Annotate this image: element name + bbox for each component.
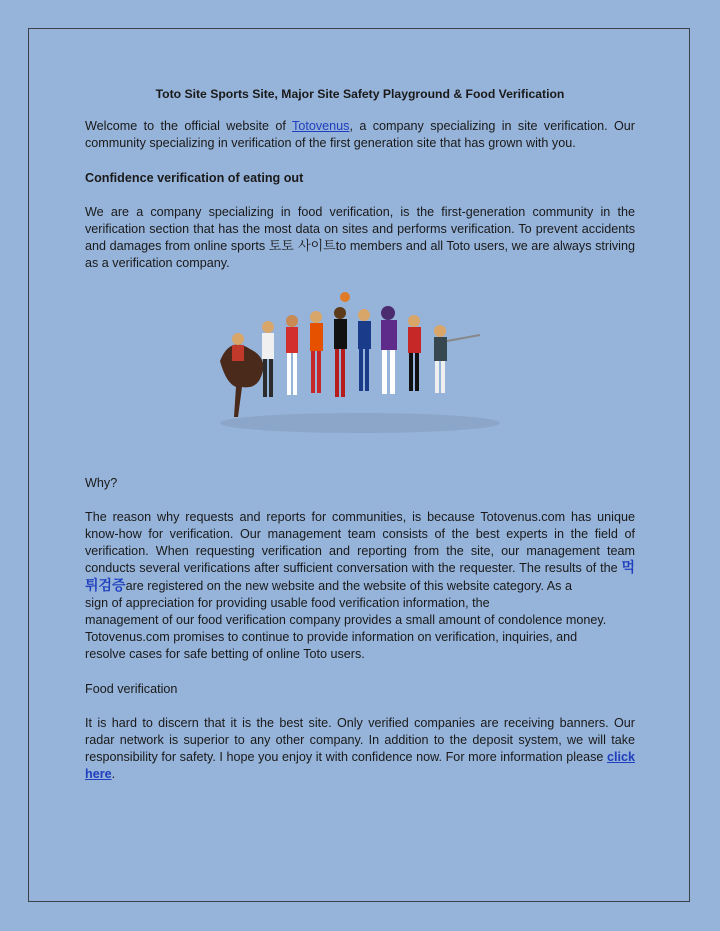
company-paragraph — [85, 204, 635, 273]
why-text-line4: Totovenus.com promises to continue to provide information on verification, inquiries, and — [85, 630, 578, 645]
heading-food-verification: Food verification — [85, 681, 178, 696]
korean-verification-link[interactable]: 먹튀검증 — [85, 560, 635, 594]
heading-confidence: Confidence verification of eating out — [85, 170, 304, 185]
korean-toto-site-text: 토토 사이트 — [268, 239, 336, 255]
why-text-line3: management of our food verification company provides a small amount of condolence money. — [85, 613, 607, 628]
intro-text-start: Welcome to the official website of — [85, 119, 293, 134]
why-text-line2: sign of appreciation for providing usable food verification information, the — [85, 595, 490, 610]
food-paragraph — [85, 715, 635, 784]
intro-paragraph — [85, 118, 635, 152]
heading-why: Why? — [85, 475, 118, 490]
click-here-link[interactable]: click here — [85, 750, 635, 782]
why-text-line1-end: are registered on the new website and the website of this website category. As a — [125, 578, 572, 593]
why-text-start: The reason why requests and reports for communities, is because Totovenus.com has unique know-how for verification. Our management team consists of the best experts in the field of verification. When requesting verification and reporting from the site, our management team conducts several verifications after sufficient conversation with the requester. The results of the — [85, 509, 635, 576]
sports-athletes-illustration — [210, 291, 510, 441]
totovenus-link[interactable]: Totovenus — [292, 119, 350, 134]
intro-text-end: , a company specializing in site verification. Our community specializing in verification of the first generation site that has grown with you. — [85, 119, 635, 151]
document-body — [85, 86, 635, 784]
company-text-end: to members and all Toto users, we are always striving as a verification company. — [85, 239, 635, 271]
why-text-line5: resolve cases for safe betting of online Toto users. — [85, 647, 365, 662]
food-text: It is hard to discern that it is the best site. Only verified companies are receiving banners. Our radar network is superior to any other company. In addition to the deposit system, we will take responsibility for safety. I hope you enjoy it with confidence now. For more information please — [85, 715, 635, 765]
company-text-start: We are a company specializing in food verification, is the first-generation community in the verification section that has the most data on sites and performs verification. To prevent accidents and damages from online sports — [85, 204, 635, 254]
food-text-end: . — [111, 767, 116, 782]
page-title: Toto Site Sports Site, Major Site Safety Playground & Food Verification — [155, 87, 565, 101]
why-paragraph — [85, 509, 635, 664]
